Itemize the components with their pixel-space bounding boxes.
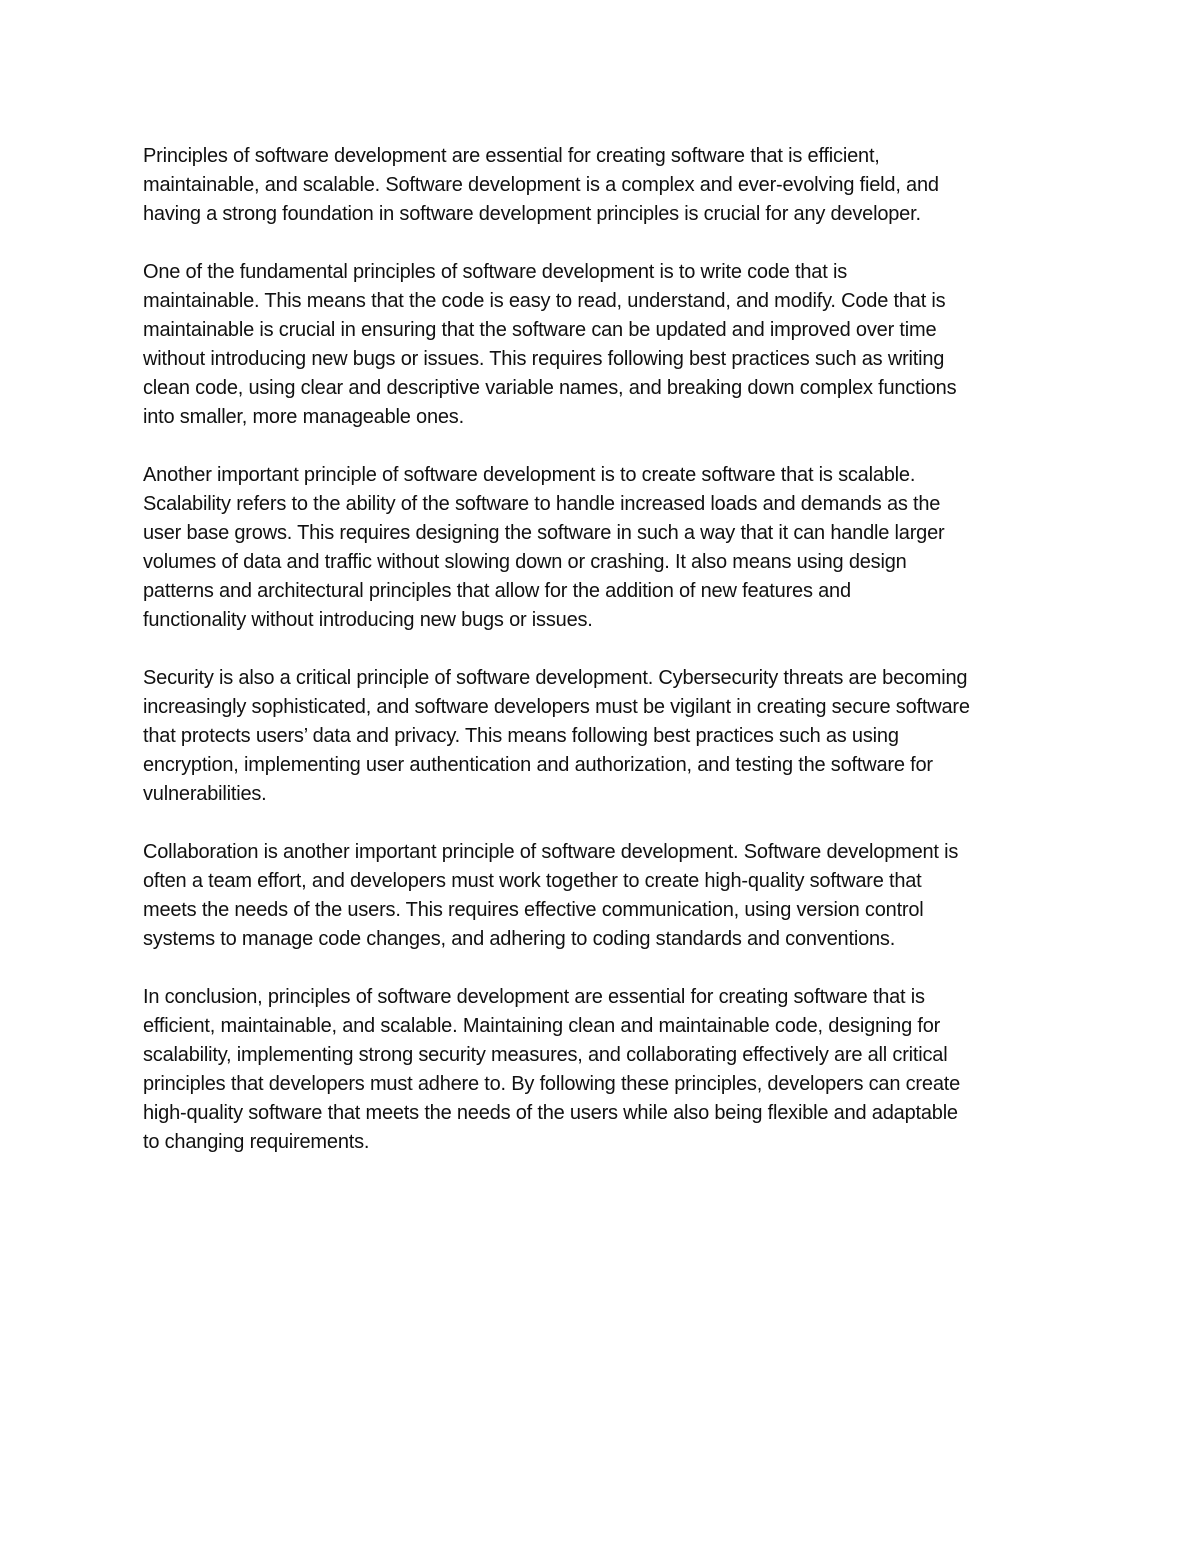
text-line: In conclusion, principles of software development are essential for creating software that is [143, 986, 925, 1008]
text-line: increasingly sophisticated, and software developers must be vigilant in creating secure software [143, 696, 970, 718]
text-line: user base grows. This requires designing the software in such a way that it can handle larger [143, 522, 945, 544]
text-line: maintainable is crucial in ensuring that the software can be updated and improved over time [143, 319, 937, 341]
text-line: encryption, implementing user authentication and authorization, and testing the software for [143, 754, 933, 776]
text-line: functionality without introducing new bugs or issues. [143, 609, 593, 631]
text-line: systems to manage code changes, and adhering to coding standards and conventions. [143, 928, 896, 950]
text-line: that protects users’ data and privacy. This means following best practices such as using [143, 725, 899, 747]
paragraph-gap [143, 954, 1063, 983]
text-line: Principles of software development are essential for creating software that is efficient, [143, 145, 880, 167]
text-line: Another important principle of software development is to create software that is scalable. [143, 464, 916, 486]
text-line: high-quality software that meets the needs of the users while also being flexible and adaptable [143, 1102, 958, 1124]
text-line: without introducing new bugs or issues. This requires following best practices such as writing [143, 348, 945, 370]
text-line: often a team effort, and developers must work together to create high-quality software that [143, 870, 922, 892]
paragraph-gap [143, 229, 1063, 258]
text-line: One of the fundamental principles of software development is to write code that is [143, 261, 847, 283]
document-body [143, 142, 1063, 1157]
text-line: Collaboration is another important principle of software development. Software development is [143, 841, 959, 863]
paragraph-conclusion [143, 983, 1063, 1157]
paragraph-maintainability [143, 258, 1063, 432]
paragraph-intro [143, 142, 1063, 229]
text-line: vulnerabilities. [143, 783, 267, 805]
paragraph-scalability [143, 461, 1063, 635]
text-line: patterns and architectural principles that allow for the addition of new features and [143, 580, 851, 602]
text-line: maintainable. This means that the code is easy to read, understand, and modify. Code that is [143, 290, 946, 312]
paragraph-gap [143, 635, 1063, 664]
text-line: maintainable, and scalable. Software development is a complex and ever-evolving field, and [143, 174, 939, 196]
text-line: clean code, using clear and descriptive variable names, and breaking down complex functions [143, 377, 957, 399]
text-line: scalability, implementing strong security measures, and collaborating effectively are all critical [143, 1044, 948, 1066]
text-line: Scalability refers to the ability of the software to handle increased loads and demands as the [143, 493, 941, 515]
text-line: having a strong foundation in software development principles is crucial for any developer. [143, 203, 921, 225]
text-line: efficient, maintainable, and scalable. Maintaining clean and maintainable code, designing for [143, 1015, 941, 1037]
text-line: into smaller, more manageable ones. [143, 406, 464, 428]
text-line: volumes of data and traffic without slowing down or crashing. It also means using design [143, 551, 907, 573]
text-line: principles that developers must adhere to. By following these principles, developers can create [143, 1073, 961, 1095]
paragraph-gap [143, 432, 1063, 461]
text-line: meets the needs of the users. This requires effective communication, using version control [143, 899, 924, 921]
paragraph-security [143, 664, 1063, 809]
text-line: to changing requirements. [143, 1131, 370, 1153]
text-line: Security is also a critical principle of software development. Cybersecurity threats are becoming [143, 667, 968, 689]
paragraph-collaboration [143, 838, 1063, 954]
paragraph-gap [143, 809, 1063, 838]
